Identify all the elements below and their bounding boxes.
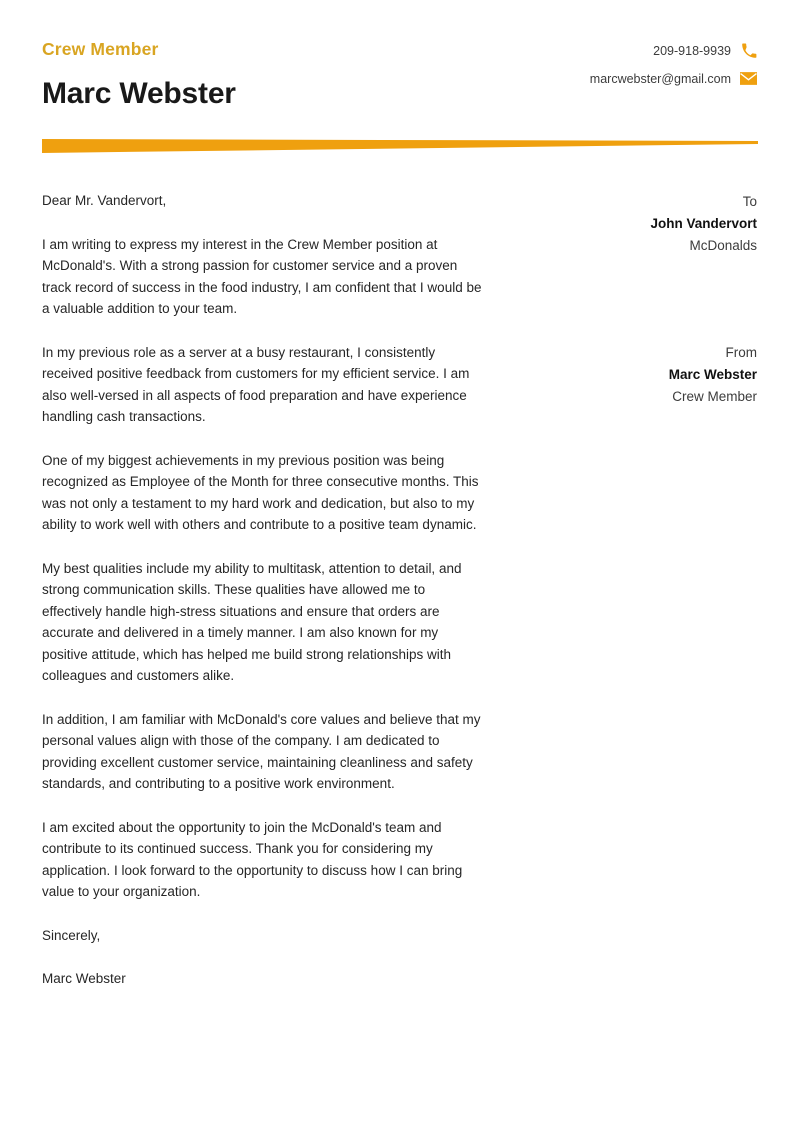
body-paragraph: In my previous role as a server at a busy restaurant, I consistently received positive feedback from customers for my efficient service. I am also well-versed in all aspects of food preparation and have experience handling cash transactions. — [42, 344, 470, 424]
signature-name: Marc Webster — [42, 971, 126, 986]
letter-content — [42, 190, 757, 990]
contact-details — [590, 42, 757, 98]
header-identity — [42, 38, 236, 113]
body-paragraph: One of my biggest achievements in my previous position was being recognized as Employee of the Month for three consecutive months. This was not only a testament to my hard work and dedication, but also to my ability to work well with others and contribute to a positive team dynamic. — [42, 452, 479, 532]
body-paragraph: In addition, I am familiar with McDonald's core values and believe that my personal values align with those of the company. I am dedicated to providing excellent customer service, maintaining cleanliness and safety standards, and contributing to a positive work environment. — [42, 711, 481, 791]
letter-body — [42, 190, 482, 990]
body-paragraph: My best qualities include my ability to multitask, attention to detail, and strong communication skills. These qualities have allowed me to effectively handle high-stress situations and ensure that orders are accurate and delivered in a timely manner. I am also known for my positive attitude, which has helped me build strong relationships with colleagues and customers alike. — [42, 560, 462, 683]
address-from-label: From — [725, 345, 757, 360]
address-to-label: To — [742, 194, 757, 209]
body-paragraph: I am writing to express my interest in the Crew Member position at McDonald's. With a strong passion for customer service and a proven track record of success in the food industry, I am confident that I would be a valuable addition to your team. — [42, 236, 482, 316]
contact-email-row — [590, 70, 757, 87]
phone-number: 209-918-9939 — [653, 43, 731, 58]
address-to-group — [567, 191, 757, 257]
accent-divider — [42, 136, 758, 156]
contact-phone-row — [590, 42, 757, 59]
closing-salutation: Sincerely, — [42, 927, 101, 943]
address-from-group — [567, 342, 757, 408]
envelope-icon — [740, 70, 757, 87]
body-paragraph: I am excited about the opportunity to join the McDonald's team and contribute to its continued success. Thank you for considering my application. I look forward to the opportunity to discuss how I can bring value to your organization. — [42, 819, 463, 899]
address-to-organization: McDonalds — [689, 238, 757, 253]
address-block — [567, 190, 757, 408]
email-address: marcwebster@gmail.com — [589, 71, 731, 86]
salutation: Dear Mr. Vandervort, — [42, 193, 167, 208]
address-from-name: Marc Webster — [668, 367, 757, 382]
letter-header — [42, 38, 757, 118]
address-to-name: John Vandervort — [650, 216, 757, 231]
candidate-name: Marc Webster — [42, 77, 236, 110]
address-from-organization: Crew Member — [672, 389, 757, 404]
phone-icon — [740, 42, 757, 59]
job-title: Crew Member — [42, 39, 159, 59]
